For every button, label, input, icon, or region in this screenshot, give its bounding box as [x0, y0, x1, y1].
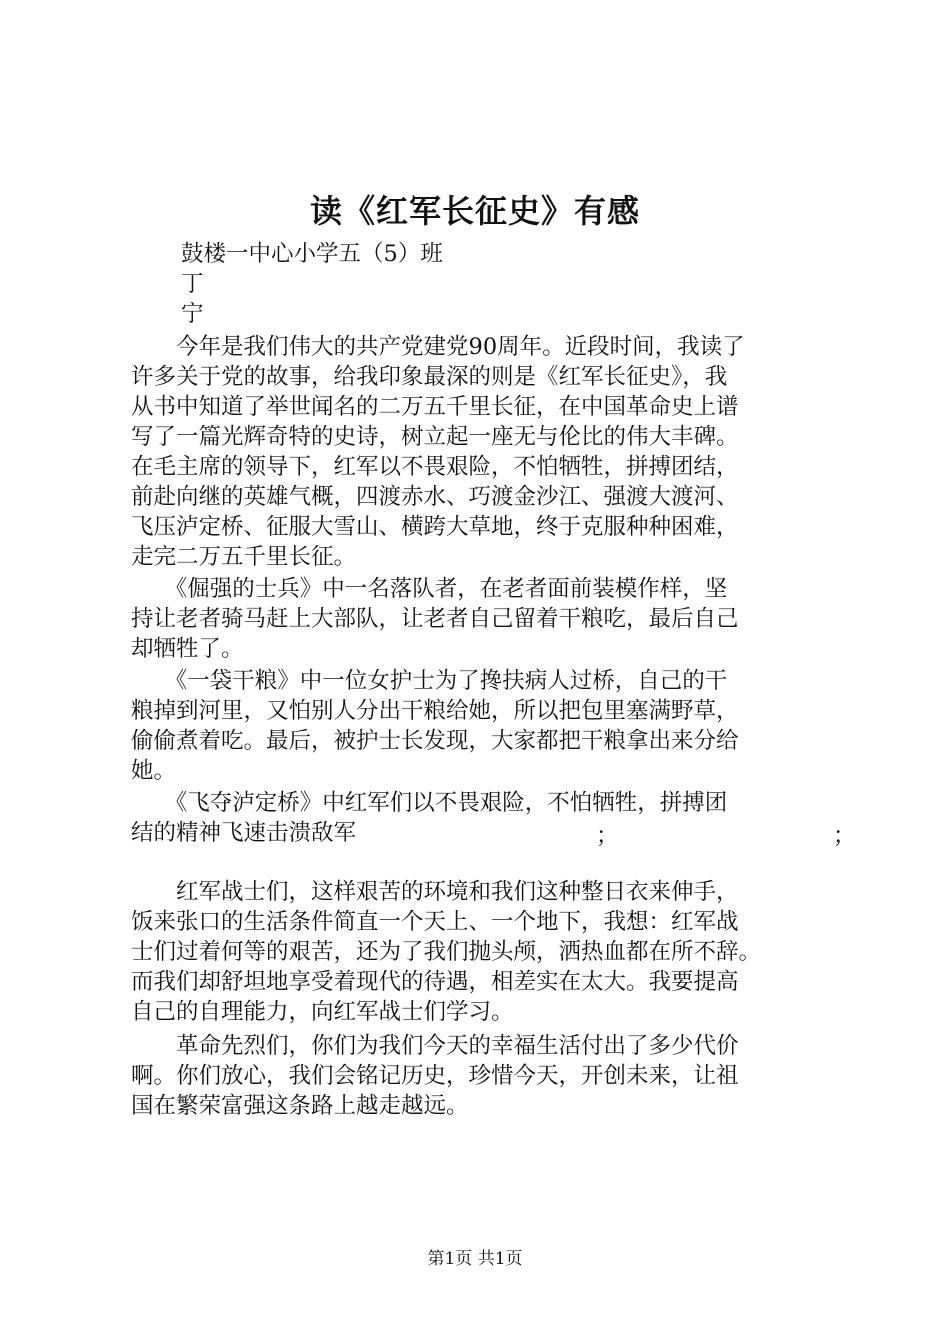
paragraph-line: 走完二万五千里长征。	[131, 544, 357, 570]
paragraph-line: 偷偷煮着吃。最后，被护士长发现，大家都把干粮拿出来分给	[131, 728, 739, 754]
semicolon-mark: ；	[833, 823, 856, 849]
semicolon-mark: ；	[596, 823, 619, 849]
paragraph-line: 写了一篇光辉奇特的史诗，树立起一座无与伦比的伟大丰碑。	[131, 424, 739, 450]
paragraph-line: 持让老者骑马赶上大部队，让老者自己留着干粮吃，最后自己	[131, 606, 739, 632]
paragraph-line: 飞压泸定桥、征服大雪山、横跨大草地，终于克服种种困难，	[131, 514, 739, 540]
paragraph-line: 《倔强的士兵》中一名落队者，在老者面前装模作样，坚	[131, 576, 728, 602]
paragraph-line: 国在繁荣富强这条路上越走越远。	[131, 1093, 469, 1119]
author-school: 鼓楼一中心小学五（5）班	[181, 241, 443, 267]
document-title: 读《红军长征史》有感	[309, 192, 640, 230]
author-name-line-1: 丁	[181, 271, 204, 297]
paragraph-line: 她。	[131, 758, 177, 784]
paragraph-line: 《一袋干粮》中一位女护士为了搀扶病人过桥，自己的干	[131, 668, 728, 694]
paragraph-line: 红军战士们，这样艰苦的环境和我们这种整日衣来伸手，	[131, 879, 739, 905]
paragraph-line: 而我们却舒坦地享受着现代的待遇，相差实在太大。我要提高	[131, 969, 739, 995]
paragraph-line: 从书中知道了举世闻名的二万五千里长征，在中国革命史上谱	[131, 394, 739, 420]
paragraph-line: 饭来张口的生活条件简直一个天上、一个地下，我想：红军战	[131, 909, 739, 935]
paragraph-line: 前赴向继的英雄气概，四渡赤水、巧渡金沙江、强渡大渡河、	[131, 484, 739, 510]
paragraph-line: 在毛主席的领导下，红军以不畏艰险，不怕牺牲，拼搏团结，	[131, 454, 739, 480]
paragraph-line: 粮掉到河里，又怕别人分出干粮给她，所以把包里塞满野草，	[131, 698, 739, 724]
paragraph-line: 士们过着何等的艰苦，还为了我们抛头颅，洒热血都在所不辞。	[131, 939, 762, 965]
paragraph-line: 今年是我们伟大的共产党建党90周年。近段时间，我读了	[131, 334, 745, 360]
paragraph-line: 却牺牲了。	[131, 636, 244, 662]
paragraph-line: 革命先烈们，你们为我们今天的幸福生活付出了多少代价	[131, 1033, 739, 1059]
page-footer: 第1页 共1页	[427, 1249, 523, 1269]
paragraph-line: 自己的自理能力，向红军战士们学习。	[131, 999, 514, 1025]
author-name-line-2: 宁	[181, 301, 204, 327]
paragraph-line: 啊。你们放心，我们会铭记历史，珍惜今天，开创未来，让祖	[131, 1063, 739, 1089]
paragraph-line: 结的精神飞速击溃敌军	[131, 820, 357, 846]
paragraph-line: 《飞夺泸定桥》中红军们以不畏艰险，不怕牺牲，拼搏团	[131, 790, 728, 816]
paragraph-line: 许多关于党的故事，给我印象最深的则是《红军长征史》，我	[131, 364, 728, 390]
